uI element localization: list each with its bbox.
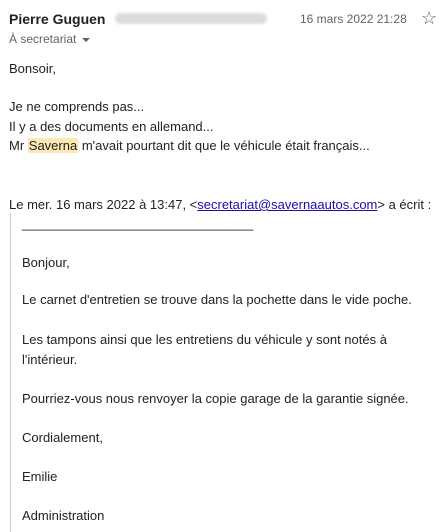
message-line: Je ne comprends pas...	[9, 99, 145, 114]
quote-bar	[10, 213, 11, 532]
star-icon[interactable]: ☆	[421, 8, 438, 28]
quote-intro	[9, 197, 431, 212]
separator-line: ________________________________	[22, 216, 254, 231]
text-segment: Mr	[9, 138, 28, 153]
signature-department: Administration	[22, 508, 105, 523]
quote-paragraph: Les tampons ainsi que les entretiens du véhicule y sont notés à	[22, 332, 387, 347]
chevron-down-icon	[82, 38, 90, 42]
quote-paragraph: Pourriez-vous nous renvoyer la copie garage de la garantie signée.	[22, 391, 409, 406]
signature-name: Emilie	[22, 469, 58, 484]
quote-paragraph: Le carnet d'entretien se trouve dans la pochette dans le vide poche.	[22, 292, 412, 307]
recipient-details-toggle[interactable]	[9, 32, 90, 46]
message-date: 16 mars 2022 21:28	[300, 12, 407, 26]
text-segment: Le mer. 16 mars 2022 à 13:47, <	[9, 197, 198, 212]
quote-closing: Cordialement,	[22, 430, 103, 445]
recipient-label: À secretariat	[9, 32, 77, 46]
message-line	[9, 138, 370, 153]
quote-greeting: Bonjour,	[22, 255, 70, 270]
text-segment: > a écrit :	[377, 197, 432, 212]
sender-name[interactable]: Pierre Guguen	[9, 11, 106, 27]
email-header	[0, 0, 447, 52]
email-link[interactable]: secretariat@savernaautos.com	[197, 197, 378, 212]
highlighted-term: Saverna	[28, 138, 78, 153]
message-line: Il y a des documents en allemand...	[9, 119, 214, 134]
quote-paragraph: l'intérieur.	[22, 352, 78, 367]
sender-email-redacted	[115, 13, 267, 24]
text-segment: m'avait pourtant dit que le véhicule était français...	[78, 138, 370, 153]
message-greeting: Bonsoir,	[9, 61, 56, 76]
